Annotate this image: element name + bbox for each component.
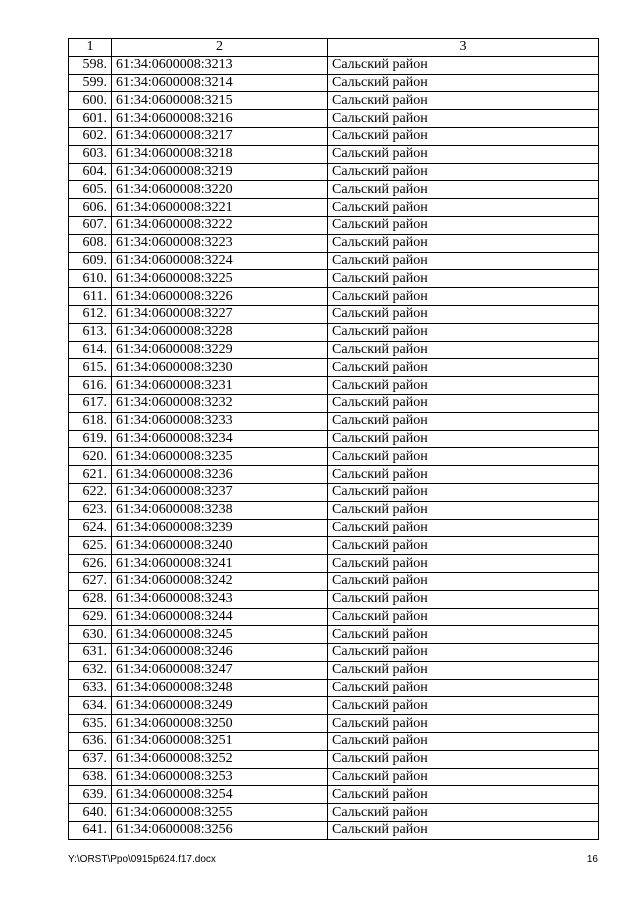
table-row bbox=[69, 501, 599, 519]
cadastral-number: 61:34:0600008:3235 bbox=[112, 448, 328, 466]
cadastral-number: 61:34:0600008:3254 bbox=[112, 786, 328, 804]
table-row bbox=[69, 608, 599, 626]
row-number: 631. bbox=[69, 644, 112, 662]
district-name: Сальский район bbox=[328, 626, 599, 644]
district-name: Сальский район bbox=[328, 430, 599, 448]
cadastral-number: 61:34:0600008:3253 bbox=[112, 768, 328, 786]
row-number: 632. bbox=[69, 661, 112, 679]
district-name: Сальский район bbox=[328, 537, 599, 555]
row-number: 604. bbox=[69, 163, 112, 181]
row-number: 623. bbox=[69, 501, 112, 519]
cadastral-number: 61:34:0600008:3213 bbox=[112, 56, 328, 74]
cadastral-number: 61:34:0600008:3234 bbox=[112, 430, 328, 448]
row-number: 602. bbox=[69, 127, 112, 145]
table-row bbox=[69, 733, 599, 751]
district-name: Сальский район bbox=[328, 466, 599, 484]
district-name: Сальский район bbox=[328, 305, 599, 323]
table-row bbox=[69, 145, 599, 163]
district-name: Сальский район bbox=[328, 501, 599, 519]
table-row bbox=[69, 234, 599, 252]
row-number: 624. bbox=[69, 519, 112, 537]
row-number: 640. bbox=[69, 804, 112, 822]
row-number: 601. bbox=[69, 110, 112, 128]
district-name: Сальский район bbox=[328, 199, 599, 217]
row-number: 628. bbox=[69, 590, 112, 608]
district-name: Сальский район bbox=[328, 697, 599, 715]
district-name: Сальский район bbox=[328, 270, 599, 288]
district-name: Сальский район bbox=[328, 822, 599, 840]
district-name: Сальский район bbox=[328, 733, 599, 751]
column-header-2: 2 bbox=[112, 39, 328, 57]
table-row bbox=[69, 92, 599, 110]
row-number: 599. bbox=[69, 74, 112, 92]
table-row bbox=[69, 252, 599, 270]
table-row bbox=[69, 519, 599, 537]
row-number: 598. bbox=[69, 56, 112, 74]
table-row bbox=[69, 483, 599, 501]
table-row bbox=[69, 199, 599, 217]
row-number: 608. bbox=[69, 234, 112, 252]
table-row bbox=[69, 323, 599, 341]
cadastral-number: 61:34:0600008:3231 bbox=[112, 377, 328, 395]
district-name: Сальский район bbox=[328, 590, 599, 608]
district-name: Сальский район bbox=[328, 74, 599, 92]
row-number: 620. bbox=[69, 448, 112, 466]
row-number: 626. bbox=[69, 555, 112, 573]
table-row bbox=[69, 822, 599, 840]
district-name: Сальский район bbox=[328, 804, 599, 822]
district-name: Сальский район bbox=[328, 412, 599, 430]
row-number: 625. bbox=[69, 537, 112, 555]
table-row bbox=[69, 537, 599, 555]
district-name: Сальский район bbox=[328, 234, 599, 252]
table-row bbox=[69, 661, 599, 679]
cadastral-number: 61:34:0600008:3215 bbox=[112, 92, 328, 110]
table-row bbox=[69, 626, 599, 644]
district-name: Сальский район bbox=[328, 572, 599, 590]
table-row bbox=[69, 786, 599, 804]
table-row bbox=[69, 163, 599, 181]
district-name: Сальский район bbox=[328, 394, 599, 412]
column-header-1: 1 bbox=[69, 39, 112, 57]
cadastral-number: 61:34:0600008:3251 bbox=[112, 733, 328, 751]
table-row bbox=[69, 127, 599, 145]
column-header-3: 3 bbox=[328, 39, 599, 57]
district-name: Сальский район bbox=[328, 323, 599, 341]
row-number: 611. bbox=[69, 288, 112, 306]
cadastral-number: 61:34:0600008:3225 bbox=[112, 270, 328, 288]
table-body bbox=[69, 56, 599, 839]
table-row bbox=[69, 430, 599, 448]
cadastral-number: 61:34:0600008:3218 bbox=[112, 145, 328, 163]
district-name: Сальский район bbox=[328, 288, 599, 306]
row-number: 630. bbox=[69, 626, 112, 644]
table-row bbox=[69, 412, 599, 430]
table-row bbox=[69, 448, 599, 466]
table-row bbox=[69, 56, 599, 74]
row-number: 618. bbox=[69, 412, 112, 430]
table-row bbox=[69, 697, 599, 715]
row-number: 613. bbox=[69, 323, 112, 341]
cadastral-number: 61:34:0600008:3232 bbox=[112, 394, 328, 412]
table-row bbox=[69, 572, 599, 590]
district-name: Сальский район bbox=[328, 377, 599, 395]
district-name: Сальский район bbox=[328, 359, 599, 377]
table-row bbox=[69, 750, 599, 768]
cadastral-number: 61:34:0600008:3216 bbox=[112, 110, 328, 128]
cadastral-number: 61:34:0600008:3238 bbox=[112, 501, 328, 519]
district-name: Сальский район bbox=[328, 483, 599, 501]
cadastral-number: 61:34:0600008:3233 bbox=[112, 412, 328, 430]
district-name: Сальский район bbox=[328, 341, 599, 359]
cadastral-number: 61:34:0600008:3242 bbox=[112, 572, 328, 590]
table-row bbox=[69, 679, 599, 697]
row-number: 641. bbox=[69, 822, 112, 840]
table-row bbox=[69, 377, 599, 395]
district-name: Сальский район bbox=[328, 608, 599, 626]
cadastral-number: 61:34:0600008:3229 bbox=[112, 341, 328, 359]
row-number: 612. bbox=[69, 305, 112, 323]
table-row bbox=[69, 288, 599, 306]
district-name: Сальский район bbox=[328, 127, 599, 145]
table-row bbox=[69, 466, 599, 484]
district-name: Сальский район bbox=[328, 92, 599, 110]
table-row bbox=[69, 216, 599, 234]
row-number: 619. bbox=[69, 430, 112, 448]
table-row bbox=[69, 341, 599, 359]
district-name: Сальский район bbox=[328, 448, 599, 466]
cadastral-number: 61:34:0600008:3221 bbox=[112, 199, 328, 217]
row-number: 600. bbox=[69, 92, 112, 110]
row-number: 633. bbox=[69, 679, 112, 697]
file-path: Y:\ORST\Ppo\0915p624.f17.docx bbox=[68, 854, 216, 865]
row-number: 614. bbox=[69, 341, 112, 359]
table-row bbox=[69, 359, 599, 377]
cadastral-number: 61:34:0600008:3247 bbox=[112, 661, 328, 679]
cadastral-number: 61:34:0600008:3236 bbox=[112, 466, 328, 484]
table-row bbox=[69, 110, 599, 128]
row-number: 606. bbox=[69, 199, 112, 217]
cadastral-number: 61:34:0600008:3244 bbox=[112, 608, 328, 626]
row-number: 622. bbox=[69, 483, 112, 501]
table-row bbox=[69, 644, 599, 662]
table-row bbox=[69, 394, 599, 412]
cadastral-number: 61:34:0600008:3219 bbox=[112, 163, 328, 181]
table-row bbox=[69, 181, 599, 199]
row-number: 609. bbox=[69, 252, 112, 270]
row-number: 627. bbox=[69, 572, 112, 590]
district-name: Сальский район bbox=[328, 555, 599, 573]
district-name: Сальский район bbox=[328, 715, 599, 733]
cadastral-number: 61:34:0600008:3243 bbox=[112, 590, 328, 608]
district-name: Сальский район bbox=[328, 56, 599, 74]
row-number: 635. bbox=[69, 715, 112, 733]
cadastral-number: 61:34:0600008:3241 bbox=[112, 555, 328, 573]
district-name: Сальский район bbox=[328, 145, 599, 163]
district-name: Сальский район bbox=[328, 750, 599, 768]
row-number: 636. bbox=[69, 733, 112, 751]
table-row bbox=[69, 590, 599, 608]
row-number: 638. bbox=[69, 768, 112, 786]
page-number: 16 bbox=[586, 854, 598, 865]
row-number: 607. bbox=[69, 216, 112, 234]
cadastral-number: 61:34:0600008:3237 bbox=[112, 483, 328, 501]
cadastral-number: 61:34:0600008:3230 bbox=[112, 359, 328, 377]
cadastral-number: 61:34:0600008:3214 bbox=[112, 74, 328, 92]
table-row bbox=[69, 305, 599, 323]
table-row bbox=[69, 715, 599, 733]
cadastral-number: 61:34:0600008:3217 bbox=[112, 127, 328, 145]
cadastral-number: 61:34:0600008:3224 bbox=[112, 252, 328, 270]
cadastral-number: 61:34:0600008:3249 bbox=[112, 697, 328, 715]
row-number: 605. bbox=[69, 181, 112, 199]
row-number: 637. bbox=[69, 750, 112, 768]
cadastral-number: 61:34:0600008:3226 bbox=[112, 288, 328, 306]
row-number: 615. bbox=[69, 359, 112, 377]
district-name: Сальский район bbox=[328, 181, 599, 199]
district-name: Сальский район bbox=[328, 644, 599, 662]
table-row bbox=[69, 74, 599, 92]
district-name: Сальский район bbox=[328, 786, 599, 804]
cadastral-number: 61:34:0600008:3245 bbox=[112, 626, 328, 644]
row-number: 617. bbox=[69, 394, 112, 412]
table-row bbox=[69, 768, 599, 786]
row-number: 621. bbox=[69, 466, 112, 484]
cadastral-number: 61:34:0600008:3250 bbox=[112, 715, 328, 733]
district-name: Сальский район bbox=[328, 661, 599, 679]
cadastral-number: 61:34:0600008:3255 bbox=[112, 804, 328, 822]
row-number: 634. bbox=[69, 697, 112, 715]
district-name: Сальский район bbox=[328, 768, 599, 786]
cadastral-number: 61:34:0600008:3240 bbox=[112, 537, 328, 555]
district-name: Сальский район bbox=[328, 216, 599, 234]
row-number: 629. bbox=[69, 608, 112, 626]
cadastral-number: 61:34:0600008:3248 bbox=[112, 679, 328, 697]
cadastral-number: 61:34:0600008:3228 bbox=[112, 323, 328, 341]
cadastral-number: 61:34:0600008:3239 bbox=[112, 519, 328, 537]
cadastral-number: 61:34:0600008:3220 bbox=[112, 181, 328, 199]
row-number: 610. bbox=[69, 270, 112, 288]
row-number: 616. bbox=[69, 377, 112, 395]
row-number: 639. bbox=[69, 786, 112, 804]
cadastral-number: 61:34:0600008:3246 bbox=[112, 644, 328, 662]
cadastral-number: 61:34:0600008:3252 bbox=[112, 750, 328, 768]
district-name: Сальский район bbox=[328, 252, 599, 270]
table-row bbox=[69, 555, 599, 573]
table-row bbox=[69, 804, 599, 822]
district-name: Сальский район bbox=[328, 679, 599, 697]
table-row bbox=[69, 270, 599, 288]
district-name: Сальский район bbox=[328, 519, 599, 537]
table-header-row bbox=[69, 39, 599, 57]
cadastral-number: 61:34:0600008:3223 bbox=[112, 234, 328, 252]
district-name: Сальский район bbox=[328, 163, 599, 181]
cadastral-number: 61:34:0600008:3256 bbox=[112, 822, 328, 840]
cadastral-number: 61:34:0600008:3227 bbox=[112, 305, 328, 323]
cadastral-table bbox=[68, 38, 599, 840]
cadastral-number: 61:34:0600008:3222 bbox=[112, 216, 328, 234]
row-number: 603. bbox=[69, 145, 112, 163]
district-name: Сальский район bbox=[328, 110, 599, 128]
